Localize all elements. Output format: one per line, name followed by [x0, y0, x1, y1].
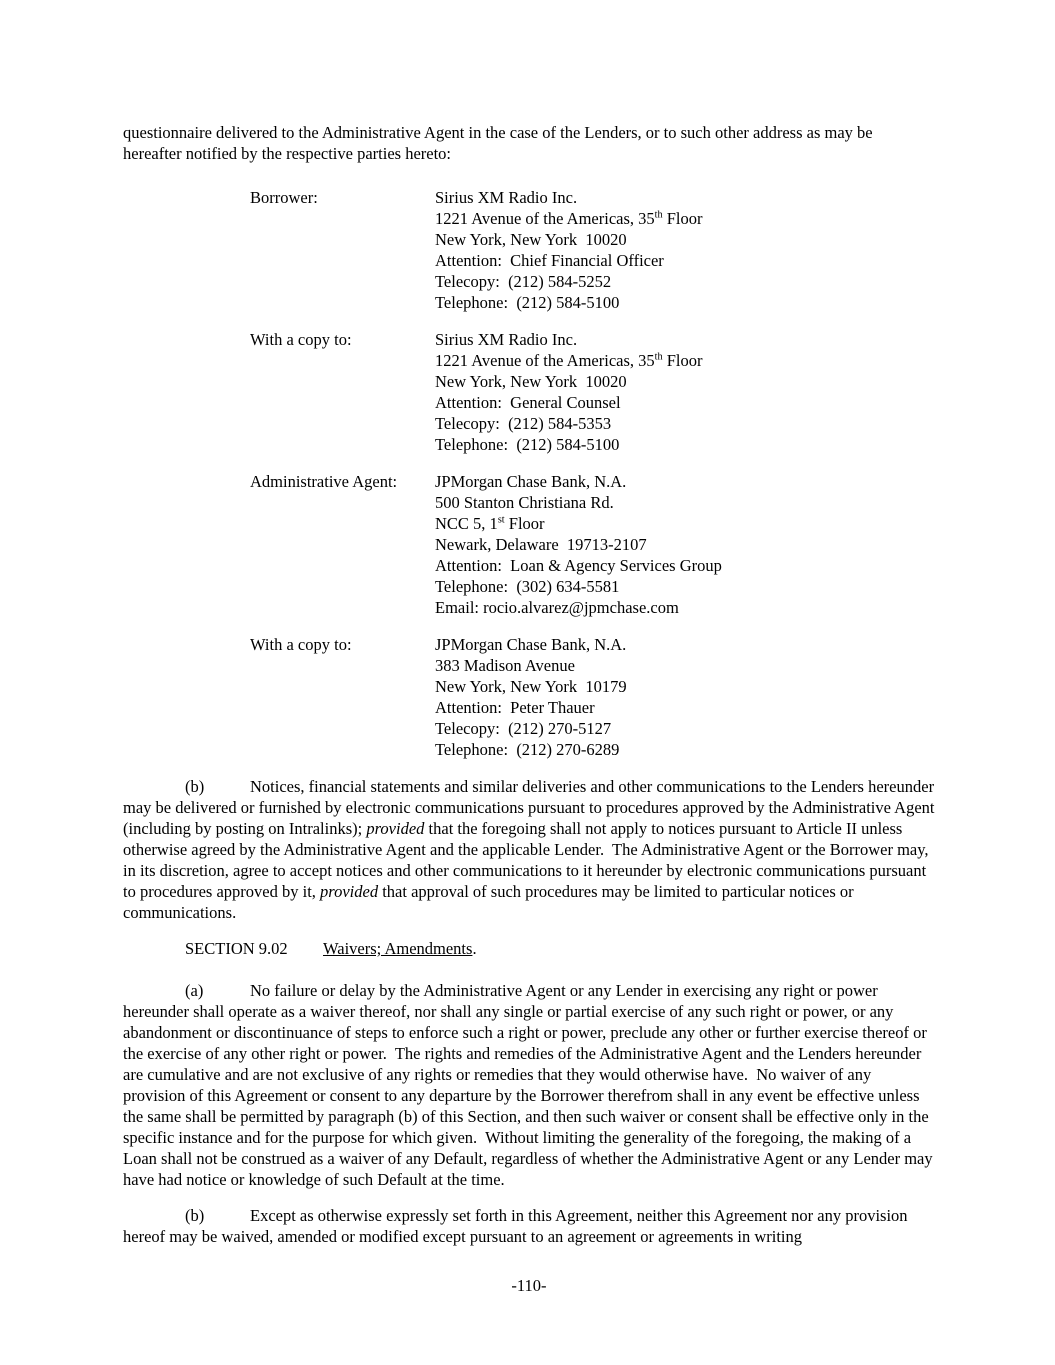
- section-title-period: .: [472, 939, 477, 958]
- address-line: Attention: Chief Financial Officer: [435, 251, 664, 270]
- paragraph-label: (a): [185, 981, 204, 1000]
- address-line: Sirius XM Radio Inc.: [435, 188, 578, 207]
- contact-block-admin-agent: [250, 471, 935, 618]
- contact-label: Administrative Agent:: [250, 472, 398, 491]
- address-line: Telecopy: (212) 584-5353: [435, 414, 612, 433]
- address-line: Newark, Delaware 19713-2107: [435, 535, 647, 554]
- contact-address: [435, 329, 935, 455]
- address-line: New York, New York 10020: [435, 230, 627, 249]
- address-line: Telephone: (212) 270-6289: [435, 740, 620, 759]
- address-line: Email: rocio.alvarez@jpmchase.com: [435, 598, 679, 617]
- paragraph-label: (b): [185, 777, 205, 796]
- address-line: 1221 Avenue of the Americas, 35th Floor: [435, 209, 703, 228]
- address-line: Sirius XM Radio Inc.: [435, 330, 578, 349]
- paragraph-text: Notices, financial statements and similar deliveries and other communications to the Lenders hereunder may be delivered or furnished by electronic communications pursuant to procedures approved by the Administrative Agent (including by posting on Intralinks); provided that the foregoing shall not apply to notices pursuant to Article II unless otherwise agreed by the Administrative Agent and the applicable Lender. The Administrative Agent or the Borrower may, in its discretion, agree to accept notices and other communications to it hereunder by electronic communications pursuant to procedures approved by it, provided that approval of such procedures may be limited to particular notices or communications.: [123, 777, 939, 922]
- paragraph-text: Except as otherwise expressly set forth in this Agreement, neither this Agreement nor any provision hereof may be waived, amended or modified except pursuant to an agreement or agreements in writing: [123, 1206, 912, 1246]
- address-line: Attention: Peter Thauer: [435, 698, 595, 717]
- contact-label: With a copy to:: [250, 635, 352, 654]
- address-line: Telephone: (212) 584-5100: [435, 435, 620, 454]
- address-line: New York, New York 10020: [435, 372, 627, 391]
- address-line: Telecopy: (212) 584-5252: [435, 272, 612, 291]
- page-number: -110-: [511, 1276, 547, 1295]
- address-line: Telephone: (302) 634-5581: [435, 577, 620, 596]
- contact-address: [435, 471, 935, 618]
- address-line: 1221 Avenue of the Americas, 35th Floor: [435, 351, 703, 370]
- address-line: JPMorgan Chase Bank, N.A.: [435, 635, 627, 654]
- paragraph-text: No failure or delay by the Administrative Agent or any Lender in exercising any right or power hereunder shall operate as a waiver thereof, nor shall any single or partial exercise of any such right or power, or any abandonment or discontinuance of steps to enforce such a right or power, preclude any other or further exercise thereof or the exercise of any other right or power. The rights and remedies of the Administrative Agent and the Lenders hereunder are cumulative and are not exclusive of any rights or remedies that they would otherwise have. No waiver of any provision of this Agreement or consent to any departure by the Borrower therefrom shall in any event be effective unless the same shall be permitted by paragraph (b) of this Section, and then such waiver or consent shall be effective only in the specific instance and for the purpose for which given. Without limiting the generality of the foregoing, the making of a Loan shall not be construed as a waiver of any Default, regardless of whether the Administrative Agent or any Lender may have had notice or knowledge of such Default at the time.: [123, 981, 937, 1189]
- contact-block-borrower-copy: [250, 329, 935, 455]
- address-line: JPMorgan Chase Bank, N.A.: [435, 472, 627, 491]
- contact-address: [435, 634, 935, 760]
- paragraph-a-waivers: [123, 980, 935, 1190]
- address-line: Attention: General Counsel: [435, 393, 621, 412]
- address-line: New York, New York 10179: [435, 677, 627, 696]
- section-heading-9-02: [123, 938, 935, 959]
- contact-address: [435, 187, 935, 313]
- contact-label: Borrower:: [250, 188, 318, 207]
- contact-label: With a copy to:: [250, 330, 352, 349]
- contact-block-borrower: [250, 187, 935, 313]
- address-line: 383 Madison Avenue: [435, 656, 575, 675]
- paragraph-b-notices: [123, 776, 939, 923]
- paragraph-label: (b): [185, 1206, 205, 1225]
- address-line: Telecopy: (212) 270-5127: [435, 719, 612, 738]
- contact-block-agent-copy: [250, 634, 935, 760]
- address-line: Attention: Loan & Agency Services Group: [435, 556, 722, 575]
- section-number: SECTION 9.02: [185, 939, 288, 958]
- address-line: Telephone: (212) 584-5100: [435, 293, 620, 312]
- address-line: NCC 5, 1st Floor: [435, 514, 545, 533]
- section-title: Waivers; Amendments: [323, 939, 473, 958]
- paragraph-b-amendments: [123, 1205, 935, 1247]
- intro-paragraph: questionnaire delivered to the Administrative Agent in the case of the Lenders, or to such other address as may be hereafter notified by the respective parties hereto:: [123, 123, 877, 163]
- address-line: 500 Stanton Christiana Rd.: [435, 493, 614, 512]
